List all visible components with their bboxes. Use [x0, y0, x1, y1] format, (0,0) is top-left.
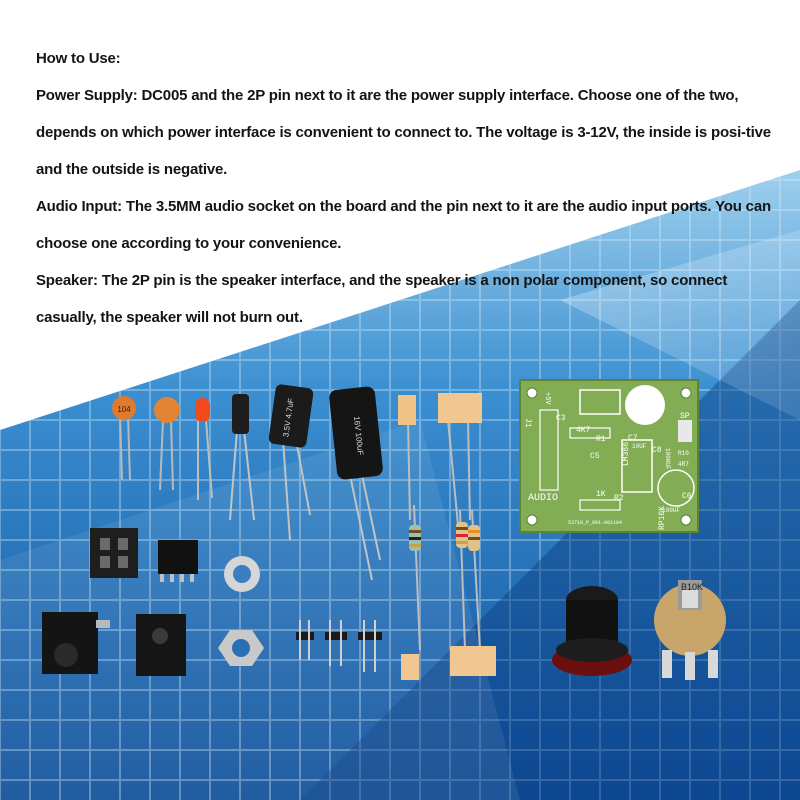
- instructions-heading: How to Use:: [36, 50, 121, 67]
- film-capacitor-top-1: [398, 395, 416, 520]
- washer: [224, 556, 260, 592]
- hex-nut: [218, 630, 264, 666]
- pcb-r1-label: R1: [596, 435, 606, 444]
- pcb-r10-label: R10: [678, 450, 689, 457]
- resistor-1: [409, 505, 421, 650]
- ceramic-capacitor-104: [112, 396, 136, 480]
- pcb-c3-label: C3: [556, 414, 566, 423]
- ceramic-capacitor-label: 104: [117, 405, 131, 414]
- film-capacitor-bottom-1: [401, 654, 419, 680]
- pcb-c9-value: 1000UF: [664, 448, 671, 470]
- potentiometer-label: B10K: [680, 582, 704, 592]
- electrolytic-capacitor-large: [328, 386, 383, 580]
- pcb-c6-value: 100UF: [662, 507, 681, 514]
- pin-header-1: [296, 620, 314, 660]
- pcb-c8-label: C8: [652, 446, 662, 455]
- instruction-speaker: Speaker: The 2P pin is the speaker interface, and the speaker is a non polar component, so connect casually, the speaker will not burn out.: [36, 272, 728, 326]
- pcb-r1-value: 4K7: [576, 426, 591, 435]
- pcb-chip-label: LM386: [622, 441, 631, 466]
- pcb-board: [520, 380, 698, 532]
- pcb-c6-label: C6: [682, 492, 692, 501]
- pcb-rp-label: RP10K: [658, 505, 667, 530]
- instruction-audio-input: Audio Input: The 3.5MM audio socket on the board and the pin next to it are the audio input ports. You can choose one according to your convenience.: [36, 198, 771, 252]
- ic-socket: [90, 528, 138, 578]
- pcb-sp-label: SP: [680, 412, 690, 421]
- instruction-power-supply: Power Supply: DC005 and the 2P pin next to it are the power supply interface. Choose one of the two, depends on which power interface is convenient to connect to. The voltage is 3-12V, the inside is posi-tive and the outside is negative.: [36, 87, 771, 178]
- pcb-serial-text: 53710_P_001-001104: [568, 520, 623, 526]
- resistor-3: [468, 510, 480, 650]
- electrolytic-capacitor-medium-label: 3.5V 4.7uF: [281, 397, 296, 438]
- pcb-c7-value: 10UF: [632, 443, 647, 450]
- pin-header-2: [325, 620, 347, 666]
- pcb-audio-label: AUDIO: [528, 493, 559, 504]
- electrolytic-capacitor-large-label: 16V 100uF: [351, 415, 366, 456]
- ceramic-capacitor-2: [154, 397, 180, 490]
- film-capacitor-bottom-2: [450, 646, 496, 676]
- small-electrolytic-capacitor: [230, 394, 254, 520]
- pcb-c7-label: C7: [628, 434, 638, 443]
- pcb-j-label: J1: [523, 418, 532, 428]
- pcb-c5-label: C5: [590, 452, 600, 461]
- pin-header-3: [358, 620, 382, 672]
- dc-power-jack: [42, 612, 110, 674]
- pcb-r2-label: R2: [614, 494, 624, 503]
- led: [195, 398, 212, 500]
- electrolytic-capacitor-medium: [268, 384, 314, 540]
- resistor-2: [456, 510, 468, 650]
- potentiometer-knob: [552, 586, 632, 676]
- potentiometer: [654, 580, 726, 680]
- pcb-r10-value: 4R7: [678, 461, 689, 468]
- pcb-vcc-label: +5V: [543, 392, 551, 405]
- pcb-r2-value: 1K: [596, 490, 606, 499]
- film-capacitor-top-2: [438, 393, 482, 525]
- audio-jack-3-5mm: [136, 614, 186, 676]
- ic-chip: [158, 540, 198, 582]
